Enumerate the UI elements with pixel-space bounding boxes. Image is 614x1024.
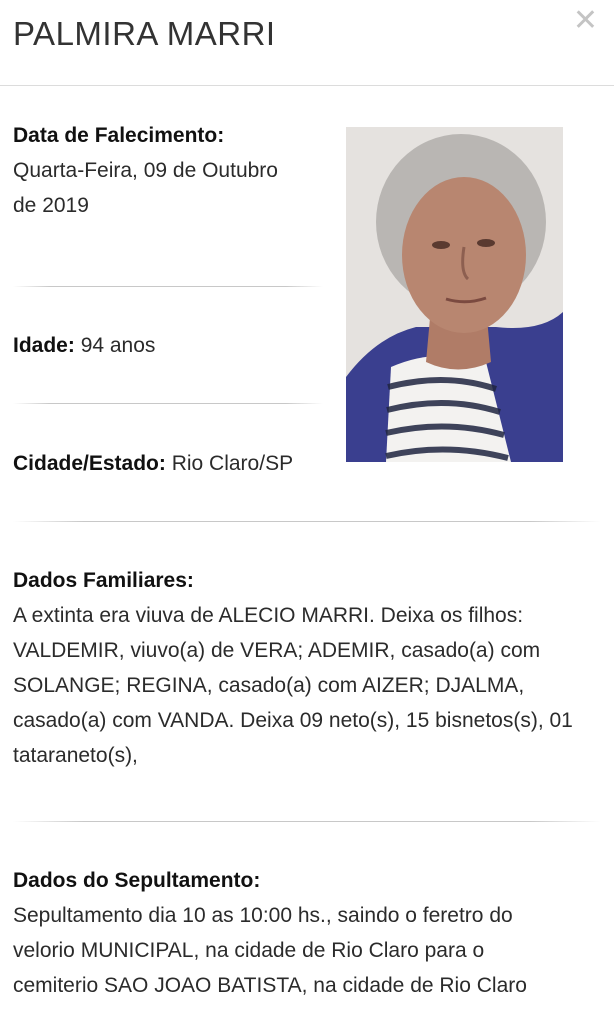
family-section: [13, 563, 608, 773]
death-date-label: Data de Falecimento:: [13, 124, 225, 147]
burial-line: cemiterio SAO JOAO BATISTA, na cidade de Rio Claro: [13, 974, 527, 997]
age-value: 94 anos: [80, 334, 156, 357]
city-label: Cidade/Estado:: [13, 452, 166, 475]
family-line: tataraneto(s),: [13, 744, 138, 767]
age-label: Idade:: [13, 334, 75, 357]
divider: [13, 521, 601, 522]
city-section: [13, 446, 333, 481]
burial-label: Dados do Sepultamento:: [13, 869, 261, 892]
burial-section: [13, 863, 608, 1003]
burial-line: Sepultamento dia 10 as 10:00 hs., saindo o feretro do: [13, 904, 513, 927]
portrait-image: [346, 127, 563, 462]
death-date-section: [13, 118, 333, 223]
death-date-line-2: de 2019: [13, 194, 89, 217]
age-section: [13, 328, 333, 363]
divider: [13, 821, 601, 822]
page-title: PALMIRA MARRI: [13, 15, 276, 52]
family-label: Dados Familiares:: [13, 569, 194, 592]
family-line: SOLANGE; REGINA, casado(a) com AIZER; DJALMA,: [13, 674, 525, 697]
family-line: VALDEMIR, viuvo(a) de VERA; ADEMIR, casado(a) com: [13, 639, 541, 662]
modal-header: [0, 0, 614, 86]
family-line: casado(a) com VANDA. Deixa 09 neto(s), 15 bisnetos(s), 01: [13, 709, 573, 732]
divider: [13, 403, 323, 404]
city-value: Rio Claro/SP: [171, 452, 294, 475]
family-line: A extinta era viuva de ALECIO MARRI. Deixa os filhos:: [13, 604, 524, 627]
death-date-line-1: Quarta-Feira, 09 de Outubro: [13, 159, 278, 182]
close-icon[interactable]: ✕: [572, 4, 598, 37]
portrait-photo: [346, 127, 563, 462]
divider: [13, 286, 323, 287]
burial-line: velorio MUNICIPAL, na cidade de Rio Claro para o: [13, 939, 485, 962]
